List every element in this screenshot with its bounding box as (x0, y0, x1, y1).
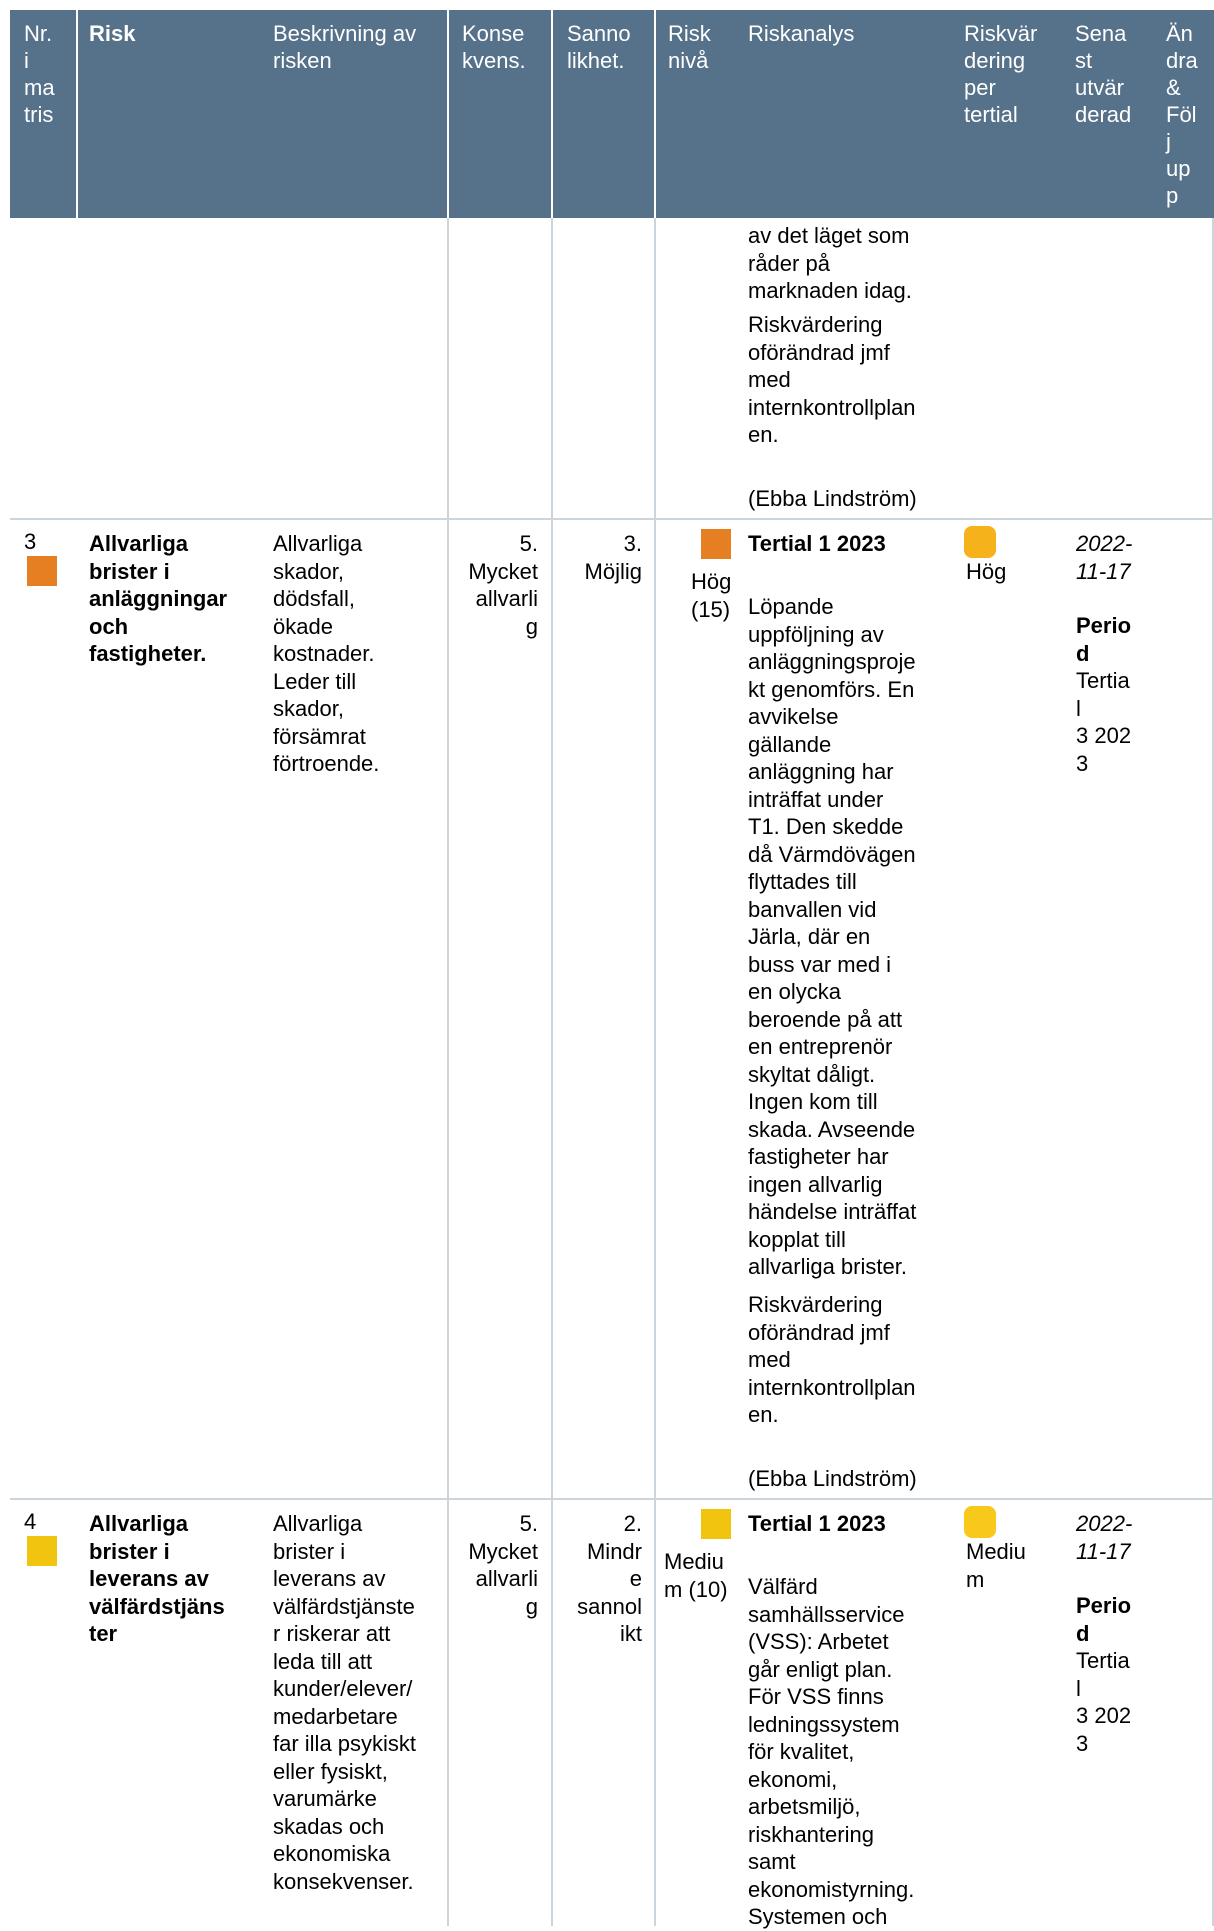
column-divider (654, 218, 656, 1926)
header-divider (447, 10, 449, 218)
header-riskanalys: Riskanalys (748, 21, 855, 46)
header-divider (76, 10, 78, 218)
row4-period-label: Perio d (1076, 1593, 1132, 1646)
header-senast: Sena st utvär derad (1075, 21, 1132, 127)
header-andra: Än dra & Föl j up p (1166, 21, 1198, 208)
row3-analysis-title: Tertial 1 2023 (748, 531, 886, 556)
row4-riskniva: Mediu m (10) (664, 1549, 728, 1602)
row4-sannolikhet: 2. Mindr e sannol ikt (577, 1511, 642, 1646)
row4-risk: Allvarliga brister i leverans av välfärdstjäns ter (89, 1511, 225, 1646)
row4-period-value: Tertia l 3 202 3 (1076, 1648, 1132, 1756)
row3-risk: Allvarliga brister i anläggningar och fastigheter. (89, 531, 228, 666)
row3-analysis-author: (Ebba Lindström) (748, 1466, 917, 1491)
row-divider (10, 518, 1214, 520)
row3-konsekvens: 5. Mycket allvarli g (468, 531, 538, 639)
riskvardering-color-dot (964, 1506, 996, 1538)
row4-riskvardering: Mediu m (966, 1539, 1026, 1592)
header-sannolikhet: Sanno likhet. (567, 21, 631, 73)
row3-beskrivning: Allvarliga skador, dödsfall, ökade kostnader. Leder till skador, försämrat förtroende. (273, 531, 380, 776)
riskvardering-color-dot (964, 526, 996, 558)
row3-riskvardering: Hög (966, 559, 1007, 584)
row-divider (10, 1498, 1214, 1500)
row4-analysis-text: Välfärd samhällsservice (VSS): Arbetet går enligt plan. För VSS finns ledningssystem för kvalitet, ekonomi, arbetsmiljö, riskhantering samt ekonomistyrning. Systemen och (748, 1574, 915, 1929)
header-divider (551, 10, 553, 218)
row3-period-value: Tertia l 3 202 3 (1076, 668, 1132, 776)
row3-analysis-assessment: Riskvärdering oförändrad jmf med internkontrollplan en. (748, 1292, 916, 1427)
column-divider (447, 218, 449, 1926)
riskanalys-author: (Ebba Lindström) (748, 486, 917, 511)
row3-sannolikhet: 3. Möjlig (584, 531, 642, 584)
header-riskvardering: Riskvär dering per tertial (964, 21, 1038, 127)
header-nr: Nr. i ma tris (24, 21, 55, 127)
risk-color-square (27, 556, 57, 586)
row4-konsekvens: 5. Mycket allvarli g (468, 1511, 538, 1619)
row3-riskniva: Hög (15) (691, 569, 732, 622)
row4-nr: 4 (24, 1509, 37, 1534)
row3-analysis-text: Löpande uppföljning av anläggningsproje kt genomförs. En avvikelse gällande anläggning har inträffat under T1. Den skedde då Värmdövägen flyttades till banvallen vid Järla, där en buss var med i en olycka beroende på att en entreprenör skyltat dåligt. Ingen kom till skada. Avseende fastigheter har ingen allvarlig händelse inträffat kopplat till allvarliga brister. (748, 594, 917, 1279)
header-riskniva: Risk nivå (668, 21, 711, 73)
header-risk: Risk (89, 21, 136, 46)
row4-senast-date: 2022- 11-17 (1076, 1511, 1133, 1564)
header-konsekvens: Konse kvens. (462, 21, 526, 73)
risk-color-square (27, 1536, 57, 1566)
column-divider (551, 218, 553, 1926)
row3-senast-date: 2022- 11-17 (1076, 531, 1133, 584)
row4-beskrivning: Allvarliga brister i leverans av välfärdstjänste r riskerar att leda till att kunder/elever/ medarbetare far illa psykiskt eller fysiskt, varumärke skadas och ekonomiska konsekvenser. (273, 1511, 417, 1894)
row4-analysis-title: Tertial 1 2023 (748, 1511, 886, 1536)
row3-period-label: Perio d (1076, 613, 1132, 666)
header-beskrivning: Beskrivning av risken (273, 21, 417, 73)
riskniva-color-square (701, 1509, 731, 1539)
riskniva-color-square (701, 529, 731, 559)
row3-nr: 3 (24, 529, 37, 554)
header-divider (654, 10, 656, 218)
riskanalys-assessment: Riskvärdering oförändrad jmf med internkontrollplan en. (748, 312, 916, 447)
riskanalys-continued: av det läget som råder på marknaden idag. (748, 223, 912, 303)
